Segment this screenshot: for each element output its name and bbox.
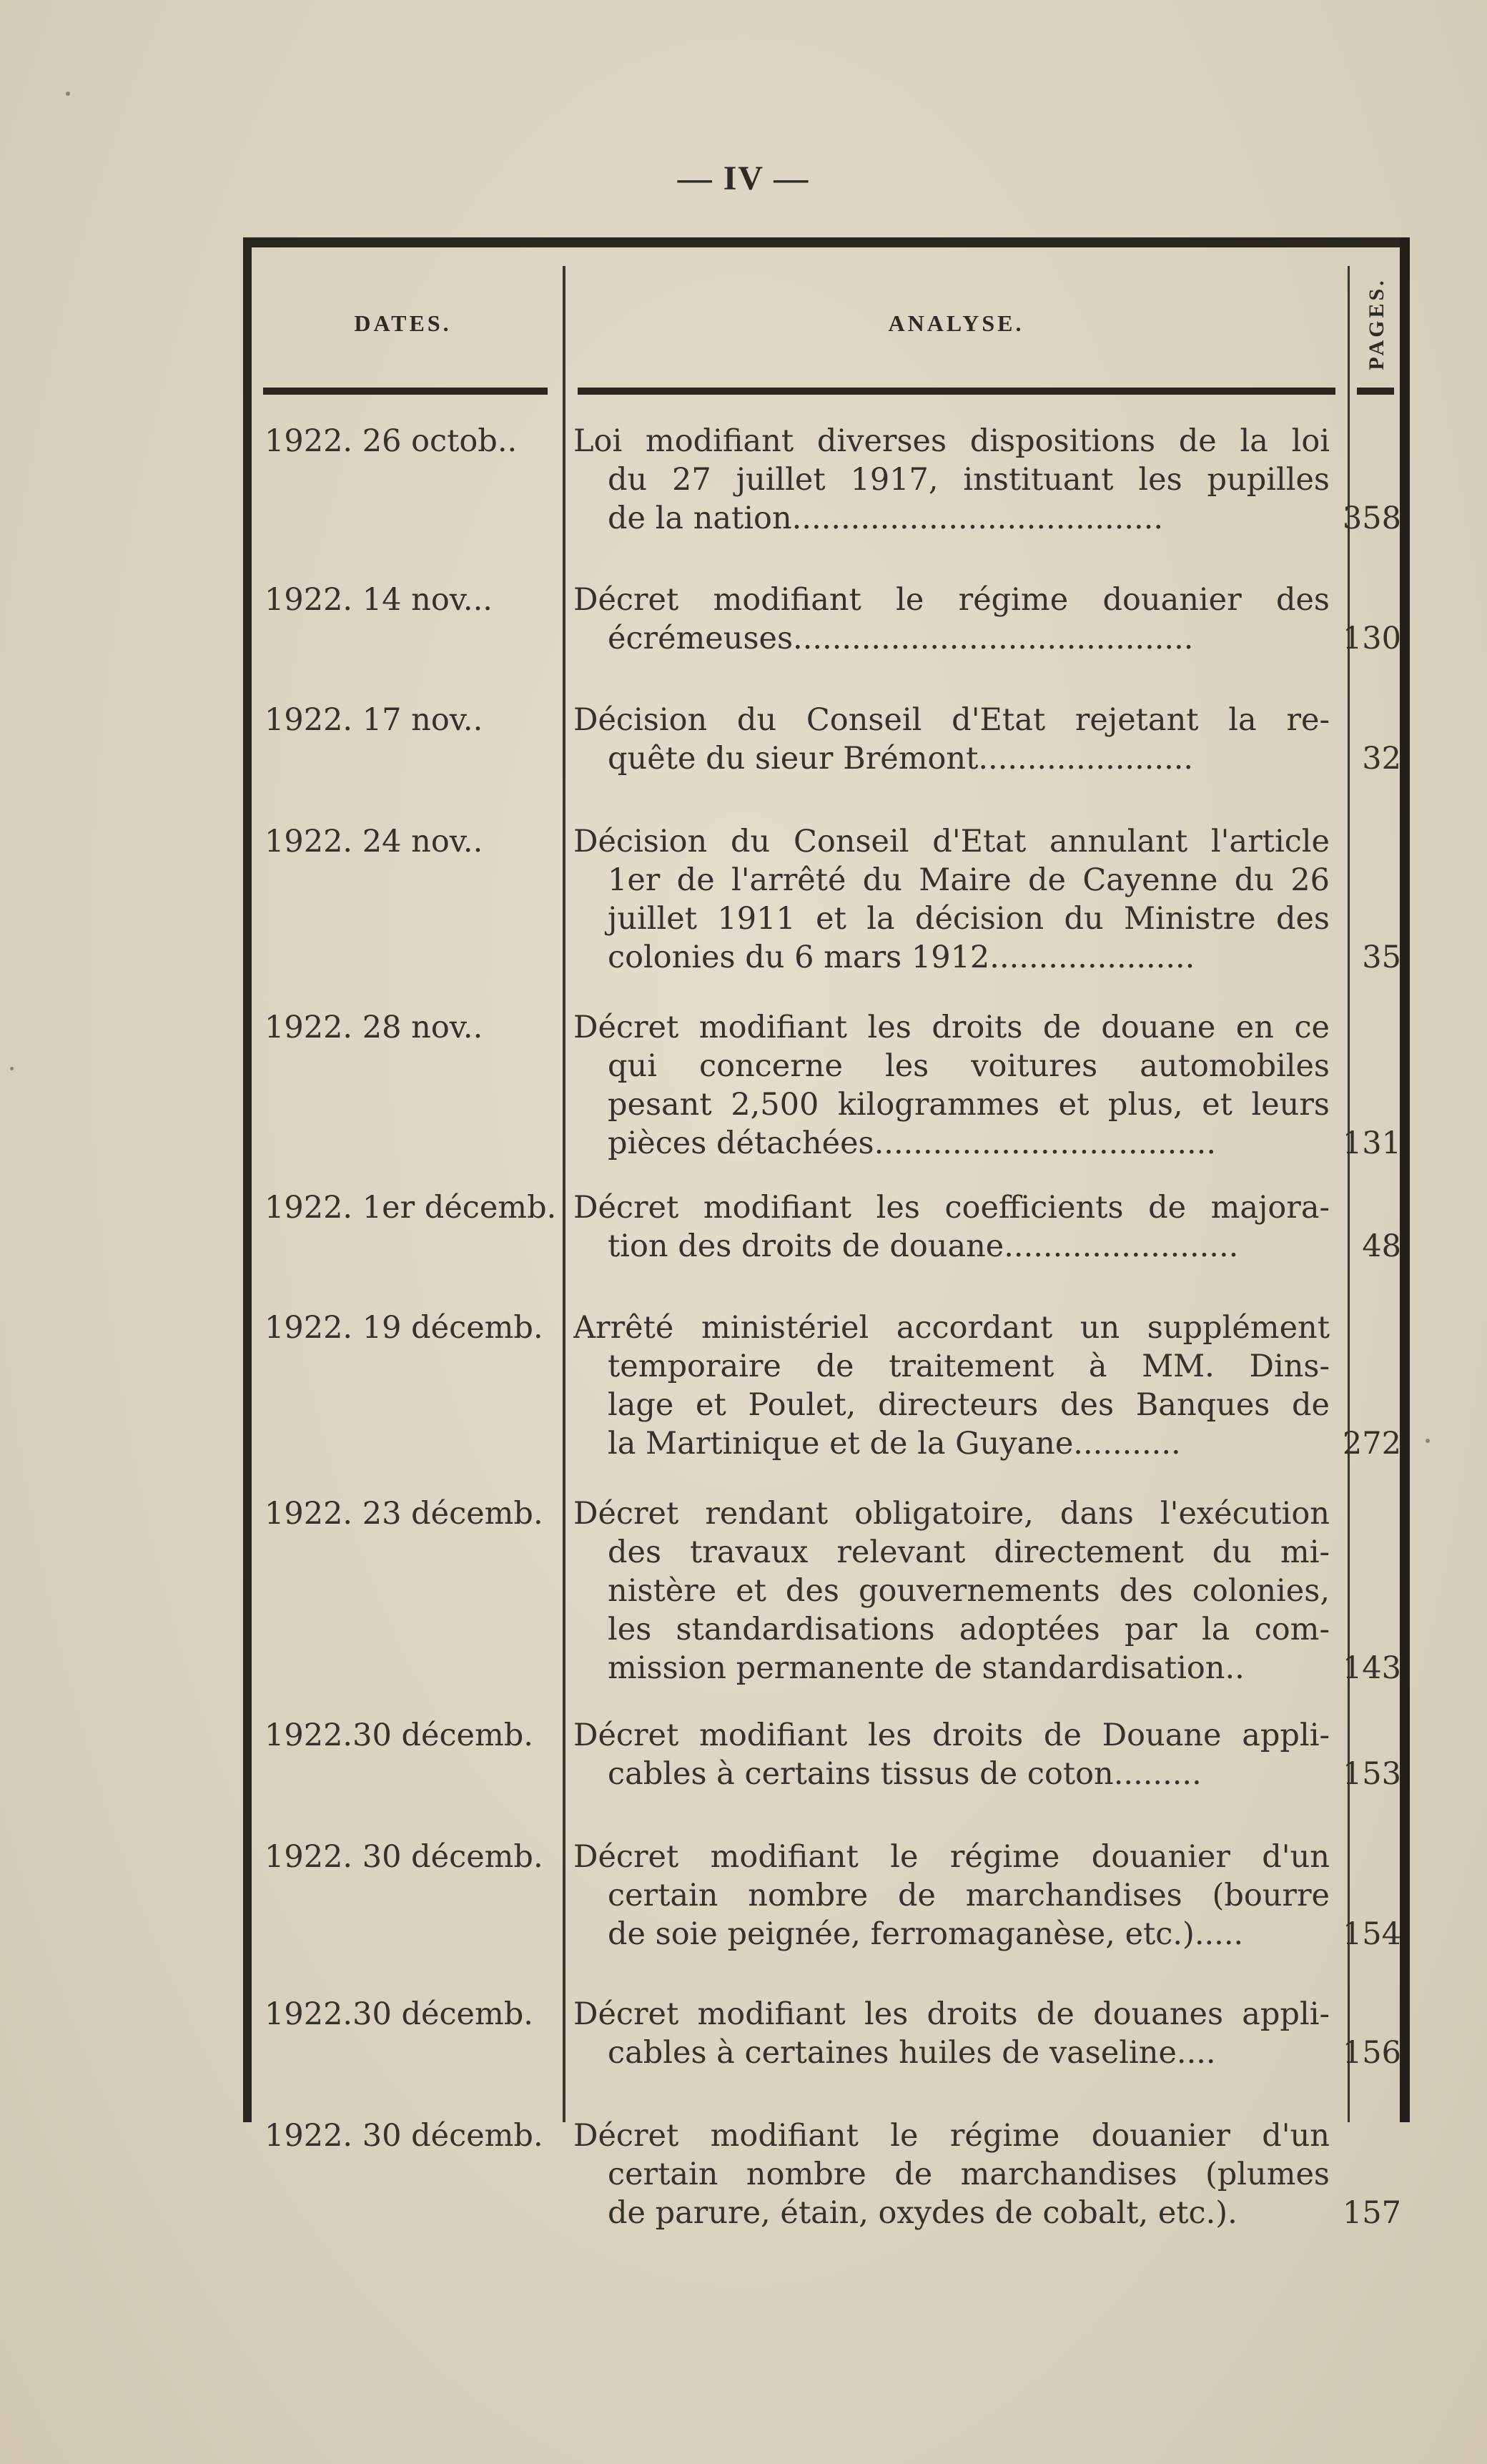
entry-analysis-line: tion des droits de douane........................ <box>608 1228 1239 1264</box>
column-divider-pages <box>1348 266 1350 2122</box>
entry-analysis-line: colonies du 6 mars 1912..................... <box>608 940 1195 975</box>
entry-analysis-line: Arrêté ministériel accordant un supplément <box>573 1310 1330 1346</box>
table-right-border <box>1400 237 1410 2122</box>
entry-analysis-line: Décret modifiant les droits de douane en ce <box>573 1010 1330 1045</box>
header-rule-dates <box>263 388 548 395</box>
entry-analysis-line: Décision du Conseil d'Etat annulant l'article <box>573 824 1330 859</box>
entry-date: 1922. 30 décemb. <box>265 2118 543 2154</box>
header-analyse: ANALYSE. <box>888 310 1024 336</box>
header-pages <box>1352 263 1402 385</box>
column-divider-dates <box>563 266 565 2122</box>
entry-page-ref: 130 <box>1342 621 1401 656</box>
entry-analysis-line: cables à certains tissus de coton......... <box>608 1756 1202 1792</box>
entry-page-ref: 153 <box>1342 1756 1401 1792</box>
entry-analysis-line: du 27 juillet 1917, instituant les pupilles <box>608 462 1330 498</box>
table-left-border <box>243 237 252 2122</box>
header-rule-pages <box>1357 388 1394 395</box>
entry-date: 1922. 1er décemb. <box>265 1190 557 1226</box>
paper-speck <box>66 92 70 96</box>
entry-analysis-line: de parure, étain, oxydes de cobalt, etc.). <box>608 2195 1237 2231</box>
entry-analysis <box>573 822 1330 977</box>
header-pages-label: PAGES. <box>1365 277 1388 370</box>
entry-analysis-line: lage et Poulet, directeurs des Banques de <box>608 1387 1330 1423</box>
entry-analysis-line: Décret modifiant les droits de Douane appli- <box>573 1718 1330 1753</box>
entry-analysis <box>573 1188 1330 1266</box>
entry-analysis-line: juillet 1911 et la décision du Ministre des <box>608 901 1330 937</box>
entry-analysis-line: temporaire de traitement à MM. Dins- <box>608 1349 1330 1384</box>
entry-analysis-line: Décret modifiant le régime douanier des <box>573 582 1330 618</box>
entry-page-ref: 131 <box>1342 1125 1401 1161</box>
entry-date: 1922. 19 décemb. <box>265 1310 543 1346</box>
entry-page-ref: 48 <box>1362 1228 1401 1264</box>
entry-page-ref: 35 <box>1362 940 1401 975</box>
entry-analysis-line: certain nombre de marchandises (bourre <box>608 1878 1330 1913</box>
entry-analysis-line: Loi modifiant diverses dispositions de la loi <box>573 423 1330 459</box>
entry-analysis <box>573 1995 1330 2072</box>
entry-date: 1922.30 décemb. <box>265 1718 533 1753</box>
entry-analysis <box>573 1716 1330 1793</box>
entry-date: 1922.30 décemb. <box>265 1996 533 2032</box>
entry-date: 1922. 24 nov.. <box>265 824 483 859</box>
entry-analysis-line: 1er de l'arrêté du Maire de Cayenne du 26 <box>608 862 1330 898</box>
entry-analysis <box>573 2116 1330 2232</box>
entry-analysis-line: certain nombre de marchandises (plumes <box>608 2157 1330 2192</box>
page-number: — IV — <box>677 159 810 197</box>
entry-analysis <box>573 1309 1330 1463</box>
table-top-rule <box>243 237 1408 247</box>
entry-analysis-line: les standardisations adoptées par la com- <box>608 1612 1330 1647</box>
entry-analysis-line: de soie peignée, ferromaganèse, etc.)..... <box>608 1916 1244 1952</box>
entry-analysis <box>573 581 1330 658</box>
entry-page-ref: 32 <box>1362 741 1401 777</box>
entry-page-ref: 154 <box>1342 1916 1401 1952</box>
entry-analysis-line: écrémeuses......................................... <box>608 621 1194 656</box>
entry-analysis-line: Décret modifiant les coefficients de majora- <box>573 1190 1330 1226</box>
entry-date: 1922. 23 décemb. <box>265 1496 543 1532</box>
entry-date: 1922. 14 nov... <box>265 582 493 618</box>
entry-analysis-line: pesant 2,500 kilogrammes et plus, et leurs <box>608 1087 1330 1123</box>
entry-page-ref: 157 <box>1342 2195 1401 2231</box>
entry-analysis <box>573 1008 1330 1163</box>
entry-analysis-line: qui concerne les voitures automobiles <box>608 1048 1330 1084</box>
index-table <box>243 237 1408 2231</box>
entry-analysis-line: Décret modifiant le régime douanier d'un <box>573 2118 1330 2154</box>
header-rule-analyse <box>578 388 1335 395</box>
entry-page-ref: 143 <box>1342 1650 1401 1686</box>
entry-analysis <box>573 1838 1330 1953</box>
entry-analysis <box>573 1494 1330 1687</box>
entry-analysis-line: Décret rendant obligatoire, dans l'exécution <box>573 1496 1330 1532</box>
entry-analysis-line: nistère et des gouvernements des colonies, <box>608 1573 1330 1609</box>
entry-analysis <box>573 701 1330 778</box>
entry-date: 1922. 17 nov.. <box>265 702 483 738</box>
entry-page-ref: 272 <box>1342 1426 1401 1462</box>
entry-analysis-line: la Martinique et de la Guyane........... <box>608 1426 1181 1462</box>
entry-analysis-line: mission permanente de standardisation.. <box>608 1650 1245 1686</box>
entry-analysis-line: cables à certaines huiles de vaseline.... <box>608 2035 1216 2071</box>
entry-analysis-line: Décret modifiant les droits de douanes appli- <box>573 1996 1330 2032</box>
entry-date: 1922. 26 octob.. <box>265 423 518 459</box>
header-dates: DATES. <box>354 310 452 336</box>
entry-page-ref: 156 <box>1342 2035 1401 2071</box>
entry-analysis-line: de la nation...................................... <box>608 501 1164 536</box>
entry-analysis-line: quête du sieur Brémont...................... <box>608 741 1194 777</box>
entry-analysis-line: Décision du Conseil d'Etat rejetant la re- <box>573 702 1330 738</box>
paper-speck <box>10 1067 14 1070</box>
paper-speck <box>1426 1439 1430 1443</box>
entry-page-ref: 358 <box>1342 501 1401 536</box>
entry-date: 1922. 30 décemb. <box>265 1839 543 1875</box>
entry-date: 1922. 28 nov.. <box>265 1010 483 1045</box>
entry-analysis-line: pièces détachées................................... <box>608 1125 1217 1161</box>
entry-analysis-line: des travaux relevant directement du mi- <box>608 1534 1330 1570</box>
entry-analysis <box>573 422 1330 538</box>
entry-analysis-line: Décret modifiant le régime douanier d'un <box>573 1839 1330 1875</box>
